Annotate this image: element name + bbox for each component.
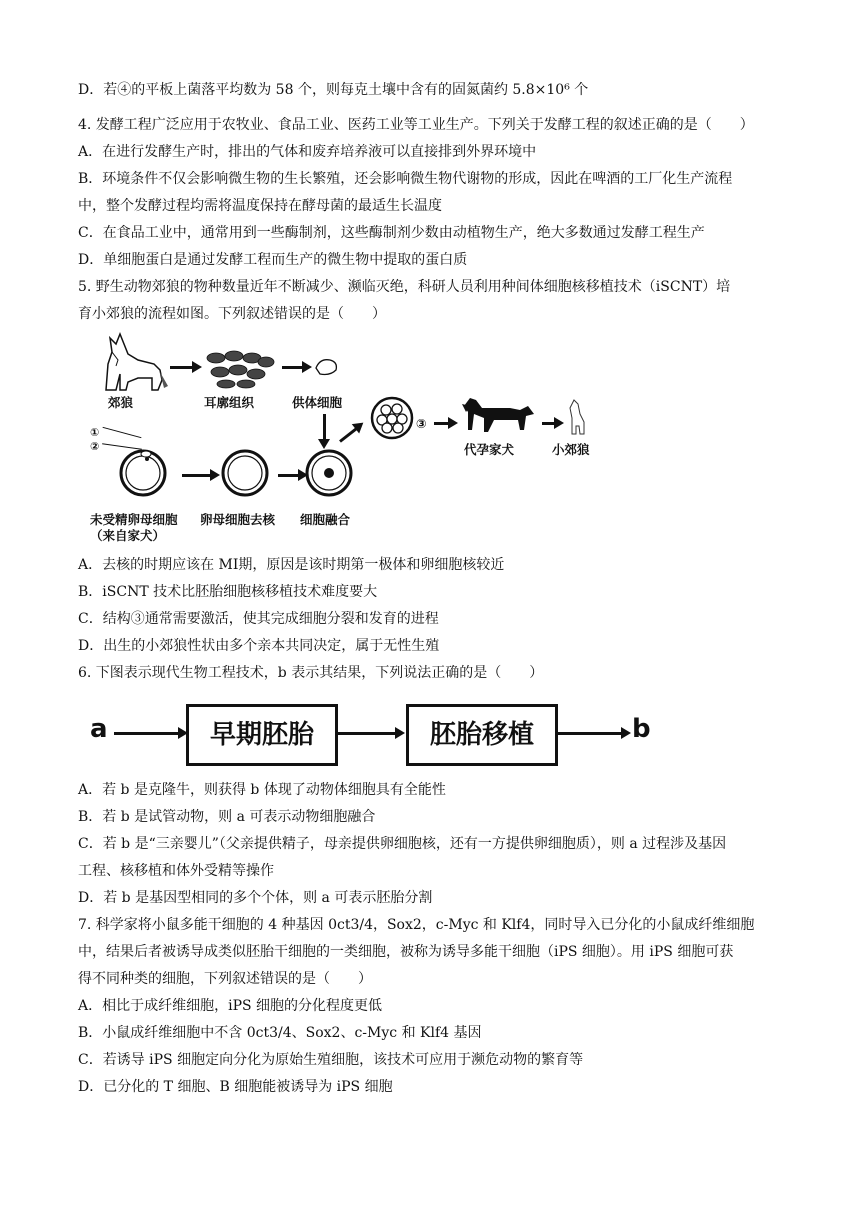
q6-option-c-line1: C．若 b 是“三亲婴儿”（父亲提供精子，母亲提供卵细胞核，还有一方提供卵细胞质），则 a 过程涉及基因 — [78, 836, 727, 852]
q6-option-b: B．若 b 是试管动物，则 a 可表示动物细胞融合 — [78, 809, 376, 825]
q6-flow-diagram — [86, 700, 666, 770]
q7-option-b: B．小鼠成纤维细胞中不含 0ct3/4、Sox2、c-Myc 和 Klf4 基因 — [78, 1025, 482, 1041]
donor-cell-image — [314, 356, 340, 376]
q5-option-a: A．去核的时期应该在 MⅠ期，原因是该时期第一极体和卵细胞核较近 — [78, 557, 505, 573]
flow-a-label: a — [90, 714, 108, 744]
q5-stem-line1: 5. 野生动物郊狼的物种数量近年不断减少、濒临灭绝，科研人员利用种间体细胞核移植技术（iSCNT）培 — [78, 279, 731, 295]
q5-option-b: B．iSCNT 技术比胚胎细胞核移植技术难度要大 — [78, 584, 378, 600]
arrow-6 — [278, 474, 300, 477]
q7-option-d: D．已分化的 T 细胞、B 细胞能被诱导为 iPS 细胞 — [78, 1079, 393, 1095]
marker-2: ② — [90, 440, 100, 453]
q7-option-a: A．相比于成纤维细胞，iPS 细胞的分化程度更低 — [78, 998, 383, 1014]
oocyte-label: 未受精卵母细胞 — [90, 512, 178, 527]
q4-stem: 4. 发酵工程广泛应用于农牧业、食品工业、医药工业等工业生产。下列关于发酵工程的叙述正确的是（ ） — [78, 117, 754, 133]
flow-box-early-embryo: 早期胚胎 — [186, 704, 338, 766]
q6-option-c-line2: 工程、核移植和体外受精等操作 — [78, 863, 274, 879]
oocyte-image — [118, 448, 168, 498]
q4-option-b-line1: B．环境条件不仅会影响微生物的生长繁殖，还会影响微生物代谢物的形成，因此在啤酒的工厂化生产流程 — [78, 171, 733, 187]
donor-cell-label: 供体细胞 — [292, 395, 343, 410]
q6-option-a: A．若 b 是克隆牛，则获得 b 体现了动物体细胞具有全能性 — [78, 782, 446, 798]
coyote-label: 郊狼 — [108, 395, 134, 410]
flow-arrow-2 — [335, 732, 397, 735]
enucleation-label: 卵母细胞去核 — [200, 512, 276, 527]
flow-box-embryo-transfer: 胚胎移植 — [406, 704, 558, 766]
q7-option-c: C．若诱导 iPS 细胞定向分化为原始生殖细胞，该技术可应用于濒危动物的繁育等 — [78, 1052, 584, 1068]
arrow-4 — [542, 422, 556, 425]
fused-cell-image — [304, 448, 354, 498]
flow-arrow-3 — [555, 732, 623, 735]
q3-option-d: D．若④的平板上菌落平均数为 58 个，则每克土壤中含有的固氮菌约 5.8×10⁶ 个 — [78, 82, 589, 98]
q6-stem: 6. 下图表示现代生物工程技术，b 表示其结果，下列说法正确的是（ ） — [78, 665, 544, 681]
enucleated-oocyte-image — [220, 448, 270, 498]
q5-option-c: C．结构③通常需要激活，使其完成细胞分裂和发育的进程 — [78, 611, 439, 627]
arrow-5 — [182, 474, 212, 477]
arrow-down — [323, 414, 326, 440]
flow-b-label: b — [632, 714, 651, 744]
coyote-image — [98, 330, 168, 392]
q6-option-d: D．若 b 是基因型相同的多个个体，则 a 可表示胚胎分割 — [78, 890, 433, 906]
q4-option-c: C．在食品工业中，通常用到一些酶制剂，这些酶制剂少数由动植物生产，绝大多数通过发酵工程生产 — [78, 225, 705, 241]
embryo-image — [370, 396, 414, 440]
arrow-3 — [434, 422, 450, 425]
q4-option-a: A．在进行发酵生产时，排出的气体和废弃培养液可以直接排到外界环境中 — [78, 144, 537, 160]
structure-3-marker: ③ — [416, 416, 427, 431]
q5-option-d: D．出生的小郊狼性状由多个亲本共同决定，属于无性生殖 — [78, 638, 440, 654]
q5-stem-line2: 育小郊狼的流程如图。下列叙述错误的是（ ） — [78, 306, 386, 322]
q7-stem-line2: 中，结果后者被诱导成类似胚胎干细胞的一类细胞，被称为诱导多能干细胞（iPS 细胞）。用 iPS 细胞可获 — [78, 944, 734, 960]
q5-figure — [78, 330, 638, 545]
surrogate-dog-image — [458, 390, 538, 436]
flow-arrow-1 — [114, 732, 180, 735]
q7-stem-line1: 7. 科学家将小鼠多能干细胞的 4 种基因 0ct3/4，Sox2，c-Myc 和 Klf4，同时导入已分化的小鼠成纤维细胞 — [78, 917, 755, 933]
q4-option-d: D．单细胞蛋白是通过发酵工程而生产的微生物中提取的蛋白质 — [78, 252, 468, 268]
arrow-1 — [170, 366, 194, 369]
pup-label: 小郊狼 — [552, 442, 590, 457]
pup-image — [564, 396, 590, 436]
ear-tissue-image — [204, 348, 276, 390]
arrow-up-right — [339, 427, 358, 443]
ear-tissue-label: 耳廓组织 — [204, 395, 255, 410]
fusion-label: 细胞融合 — [300, 512, 351, 527]
surrogate-dog-label: 代孕家犬 — [464, 442, 515, 457]
oocyte-source-label: （来自家犬） — [90, 528, 166, 543]
arrow-2 — [282, 366, 304, 369]
marker-1: ① — [90, 426, 100, 439]
q7-stem-line3: 得不同种类的细胞，下列叙述错误的是（ ） — [78, 971, 372, 987]
q4-option-b-line2: 中，整个发酵过程均需将温度保持在酵母菌的最适生长温度 — [78, 198, 442, 214]
